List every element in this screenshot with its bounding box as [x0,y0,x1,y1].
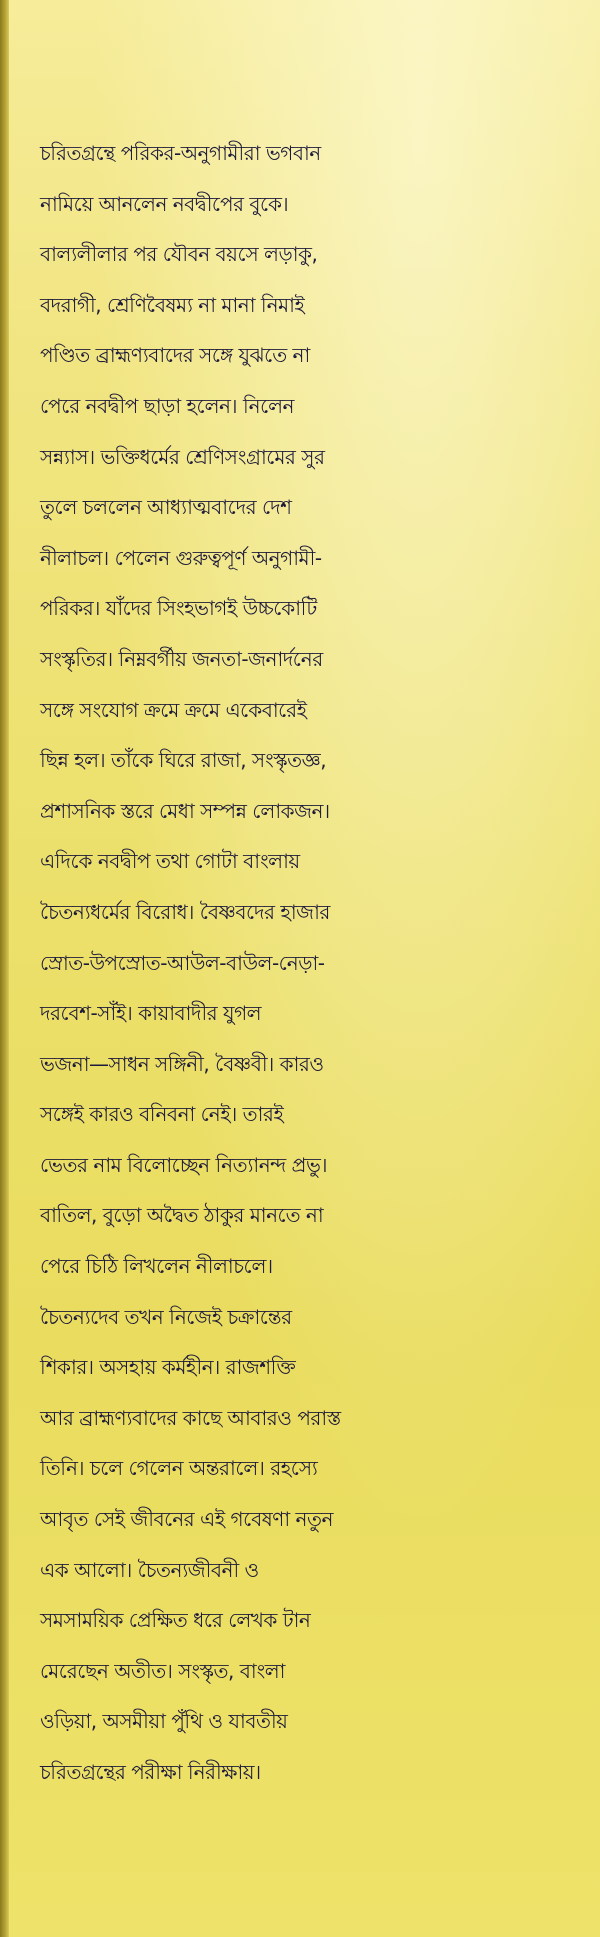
blurb-line: আর ব্রাহ্মণ্যবাদের কাছে আবারও পরাস্ত [40,1405,341,1430]
blurb-line: ভেতর নাম বিলোচ্ছেন নিত্যানন্দ প্রভু। [40,1152,328,1177]
blurb-line: এদিকে নবদ্বীপ তথা গোটা বাংলায় [40,849,300,874]
blurb-line: শিকার। অসহায় কর্মহীন। রাজশক্তি [40,1355,296,1380]
blurb-line: ছিন্ন হল। তাঁকে ঘিরে রাজা, সংস্কৃতজ্ঞ, [40,748,327,773]
blurb-line: বাল্যলীলার পর যৌবন বয়সে লড়াকু, [40,242,318,267]
blurb-text [40,128,600,1798]
blurb-line: সংস্কৃতির। নিম্নবর্গীয় জনতা-জনার্দনের [40,646,323,671]
blurb-line: বাতিল, বুড়ো অদ্বৈত ঠাকুর মানতে না [40,1203,324,1228]
blurb-line: চরিতগ্রন্থে পরিকর-অনুগামীরা ভগবান [40,141,321,165]
blurb-line: পণ্ডিত ব্রাহ্মণ্যবাদের সঙ্গে যুঝতে না [40,343,310,368]
blurb-line: স্রোত-উপস্রোত-আউল-বাউল-নেড়া- [40,950,325,975]
blurb-line: সন্ন্যাস। ভক্তিধর্মের শ্রেণিসংগ্রামের সুর [40,444,325,469]
blurb-line: এক আলো। চৈতন্যজীবনী ও [40,1557,259,1582]
blurb-line: চরিতগ্রন্থের পরীক্ষা নিরীক্ষায়। [40,1760,261,1784]
blurb-line: পরিকর। যাঁদের সিংহভাগই উচ্চকোটি [40,596,317,621]
blurb-line: বদরাগী, শ্রেণিবৈষম্য না মানা নিমাই [40,292,305,317]
blurb-line: তুলে চললেন আধ্যাত্মবাদের দেশ [40,495,292,520]
blurb-line: সঙ্গেই কারও বনিবনা নেই। তারই [40,1102,284,1127]
blurb-line: নামিয়ে আনলেন নবদ্বীপের বুকে। [40,191,289,216]
blurb-line: ওড়িয়া, অসমীয়া পুঁথি ও যাবতীয় [40,1709,288,1734]
blurb-line: তিনি। চলে গেলেন অন্তরালে। রহস্যে [40,1456,318,1481]
blurb-line: চৈতন্যদেব তখন নিজেই চক্রান্তের [40,1304,292,1329]
blurb-line: সঙ্গে সংযোগ ক্রমে ক্রমে একেবারেই [40,697,307,722]
blurb-line: ভজনা—সাধন সঙ্গিনী, বৈষ্ণবী। কারও [40,1051,324,1076]
blurb-line: পেরে নবদ্বীপ ছাড়া হলেন। নিলেন [40,393,294,418]
cover-spine-edge [0,0,9,1937]
blurb-line: আবৃত সেই জীবনের এই গবেষণা নতুন [40,1507,333,1532]
blurb-line: পেরে চিঠি লিখলেন নীলাচলে। [40,1254,273,1279]
blurb-line: নীলাচল। পেলেন গুরুত্বপূর্ণ অনুগামী- [40,545,322,570]
blurb-line: সমসাময়িক প্রেক্ষিত ধরে লেখক টান [40,1608,311,1633]
blurb-line: প্রশাসনিক স্তরে মেধা সম্পন্ন লোকজন। [40,798,330,823]
blurb-line: দরবেশ-সাঁই। কায়াবাদীর যুগল [40,1001,262,1026]
blurb-line: চৈতন্যধর্মের বিরোধ। বৈষ্ণবদের হাজার [40,899,330,924]
blurb-line: মেরেছেন অতীত। সংস্কৃত, বাংলা [40,1658,285,1683]
